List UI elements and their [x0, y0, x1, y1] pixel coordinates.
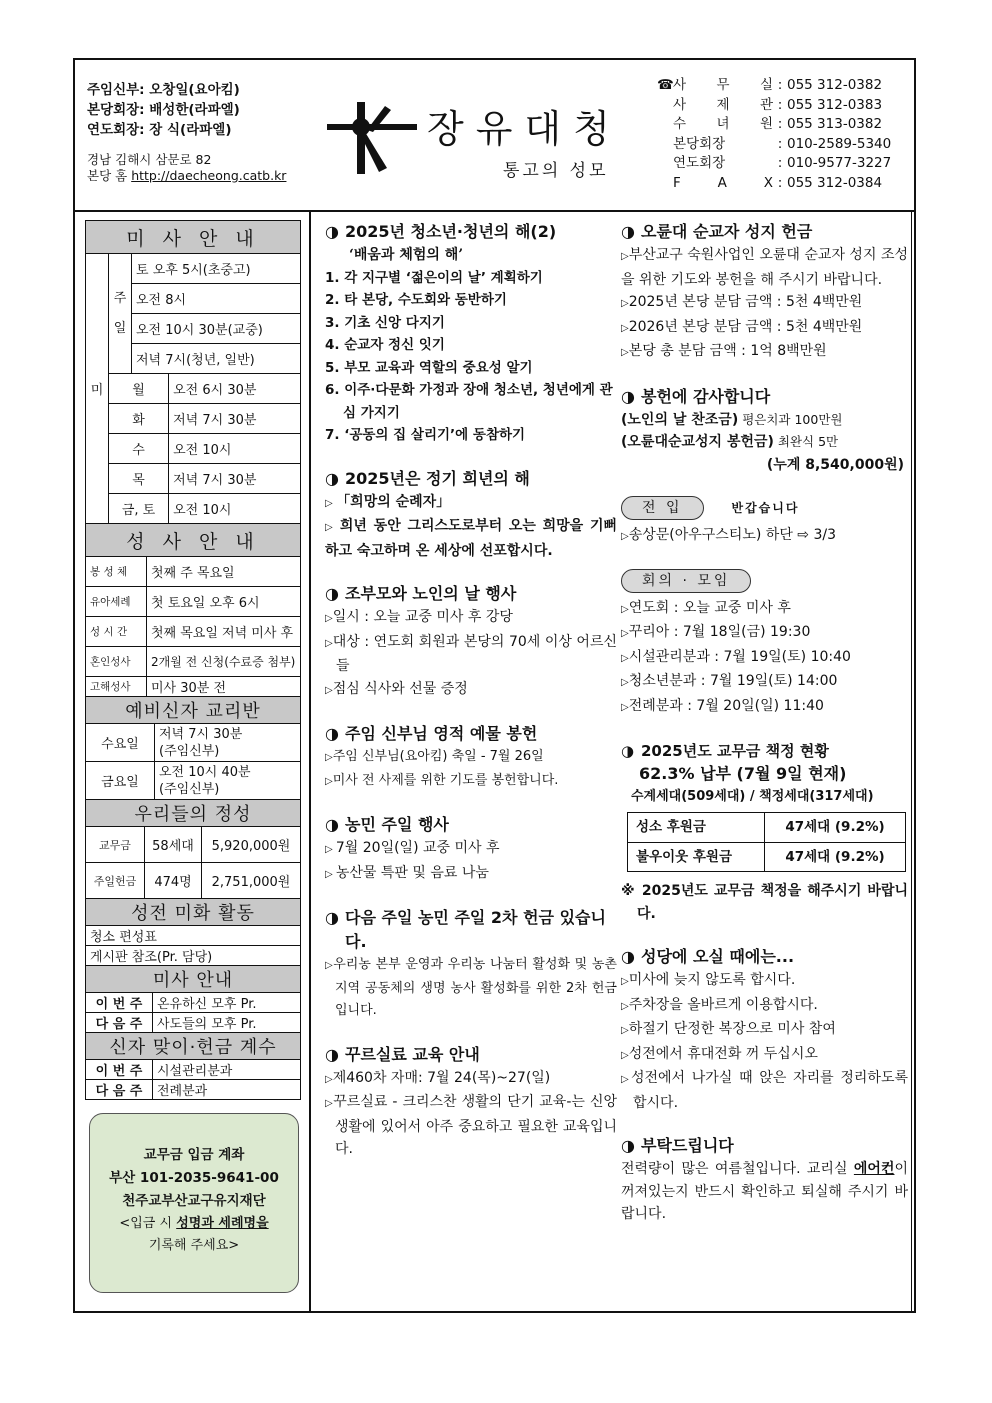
triangle-bullet-icon: ▷ — [621, 652, 629, 664]
offering-amount: 2,751,000원 — [202, 863, 301, 899]
triangle-bullet-icon: ▷ — [621, 347, 629, 358]
weekday: 월 — [109, 374, 169, 404]
weekday: 목 — [109, 464, 169, 494]
half-circle-icon: ◑ — [621, 386, 635, 406]
column-b — [621, 220, 908, 1246]
welcome-value: 전례분과 — [153, 1080, 301, 1100]
mass-time: 저녁 7시 30분 — [169, 464, 301, 494]
mass-time: 오전 8시 — [132, 284, 301, 314]
triangle-bullet-icon: ▷ — [621, 628, 629, 639]
mass-time: 오전 10시 30분(교중) — [132, 314, 301, 344]
homepage — [87, 168, 286, 184]
home-link[interactable]: http://daecheong.catb.kr — [131, 168, 287, 183]
class-day: 금요일 — [86, 762, 155, 800]
second-collection-section: ◑ 다음 주일 농민 주일 2차 헌금 있습니다. ▷우리농 본부 운영과 우리농 나눔터 활성화 및 농촌 지역 공동체의 생명 농사 활성화를 위한 2차 헌금입니다. — [325, 908, 617, 1018]
meetings-section: 회의 · 모임 ▷연도회 : 오늘 교중 미사 후 ▷꾸리아 : 7월 18일(금) 19:30 ▷시설관리분과 : 7월 19일(토) 10:40 ▷청소년분과 : 7월 19일(토) 14:00 ▷전례분과 : 7월 20일(일) 11:40 — [621, 569, 908, 720]
half-circle-icon: ◑ — [325, 815, 339, 834]
mass-time: 오전 6시 30분 — [169, 374, 301, 404]
transfer-in-section: 전 입 반갑습니다 ▷송상문(아우구스티노) 하단 ⇨ 3/3 — [621, 496, 908, 549]
request-section — [621, 1134, 908, 1226]
bank-account: 부산 101-2035-9641-00 — [109, 1170, 279, 1186]
triangle-bullet-icon: ▷ — [621, 531, 629, 542]
contact-row: 사 제 관 : 055 312-0383 — [673, 96, 883, 113]
triangle-bullet-icon: ▷ — [325, 868, 336, 880]
support-value: 47세대 (9.2%) — [765, 813, 906, 843]
contact-row: 연도회장 : 010-9577-3227 — [673, 155, 892, 171]
list-item: 5. 부모 교육과 역할의 중요성 알기 — [325, 359, 533, 376]
half-circle-icon: ◑ — [621, 947, 635, 966]
half-circle-icon: ◑ — [325, 222, 339, 241]
week-label: 다 음 주 — [86, 1013, 153, 1033]
section-title: 봉헌에 감사합니다 — [641, 386, 771, 406]
half-circle-icon: ◑ — [325, 724, 339, 743]
sacrament-time: 첫째 목요일 저녁 미사 후 — [147, 617, 301, 647]
list-item: 7. ‘공동의 집 살리기’에 동참하기 — [325, 427, 526, 443]
triangle-bullet-icon: ▷ — [621, 1000, 629, 1012]
sacrament-name: 혼인성사 — [86, 647, 147, 677]
column-divider — [309, 210, 311, 1313]
list-item: 1. 각 지구별 ‘젊은이의 날’ 계획하기 — [325, 269, 543, 286]
section-title: 부탁드립니다 — [641, 1136, 734, 1155]
section-title: 꾸르실료 교육 안내 — [345, 1044, 480, 1064]
section-title: 농민 주일 행사 — [345, 815, 449, 834]
triangle-bullet-icon: ▷ — [325, 497, 337, 509]
weekday: 수 — [109, 434, 169, 464]
sacrament-time: 2개월 전 신청(수료증 첨부) — [147, 647, 301, 677]
bank-account-box — [89, 1113, 299, 1293]
sacrament-time: 첫 토요일 오후 6시 — [147, 587, 301, 617]
welcome-value: 시설관리분과 — [153, 1060, 301, 1080]
week-label: 다 음 주 — [86, 1080, 153, 1100]
half-circle-icon: ◑ — [325, 1044, 339, 1064]
youth-list — [325, 267, 617, 447]
tithe-status-section — [621, 739, 908, 925]
bulletin-subtitle: 통고의 성모 — [503, 161, 609, 181]
triangle-bullet-icon: ▷ — [325, 684, 333, 696]
section-title: 오륜대 순교자 성지 헌금 — [641, 222, 813, 241]
triangle-bullet-icon: ▷ — [621, 1025, 629, 1036]
triangle-bullet-icon: ▷ — [325, 637, 333, 649]
mass-guide-value: 사도들의 모후 Pr. — [153, 1013, 301, 1033]
half-circle-icon: ◑ — [621, 742, 635, 760]
bank-holder: 천주교부산교구유지재단 — [122, 1193, 266, 1209]
farmers-sunday-section: ◑ 농민 주일 행사 ▷ 7월 20일(일) 교중 미사 후 ▷ 농산물 특판 및 음료 나눔 — [325, 815, 500, 881]
section-title: 다음 주일 농민 주일 2차 헌금 있습니다. — [345, 908, 606, 951]
spiritual-offering-section: ◑ 주임 신부님 영적 예물 봉헌 ▷주임 신부님(요아킴) 축일 - 7월 26일 ▷미사 전 사제를 위한 기도를 봉헌합니다. — [325, 724, 559, 788]
mass-schedule-table — [85, 220, 301, 557]
half-circle-icon: ◑ — [325, 584, 339, 603]
class-day: 수요일 — [86, 724, 155, 762]
triangle-bullet-icon: ▷ — [621, 298, 629, 309]
mass-time: 저녁 7시(청년, 일반) — [132, 344, 301, 374]
support-table — [627, 812, 906, 872]
sacrament-name: 성 시 간 — [86, 617, 147, 647]
class-time: 저녁 7시 30분 (주임신부) — [155, 724, 301, 762]
mass-time: 토 오후 5시(초중고) — [132, 254, 301, 284]
contact-row: 수 녀 원 : 055 313-0382 — [673, 116, 883, 132]
triangle-bullet-icon: ▷ — [325, 752, 333, 763]
section-subtitle: ‘배움과 체험의 해’ — [349, 247, 464, 263]
support-type: 불우이웃 후원금 — [628, 842, 765, 872]
etiquette-section: ◑ 성당에 오실 때에는... ▷미사에 늦지 않도록 합시다. ▷주차장을 올바르게 이용합시다. ▷하절기 단정한 복장으로 미사 참여 ▷성전에서 휴대전화 꺼 두십시오 ▷성전에서 나가실 때 앉은 자리를 정리하도록 합시다. — [621, 947, 908, 1111]
triangle-bullet-icon: ▷ — [621, 701, 629, 713]
half-circle-icon: ◑ — [621, 222, 635, 241]
phone-icon: ☎ — [657, 77, 674, 93]
section-title: 주임 신부님 영적 예물 봉헌 — [345, 724, 538, 743]
youth-year-section — [325, 220, 617, 447]
section-title: 2025년은 정기 희년의 해 — [345, 468, 530, 488]
section-title: 성당에 오실 때에는... — [641, 947, 795, 966]
triangle-bullet-icon: ▷ — [325, 1073, 333, 1085]
tithe-note: ※ 2025년도 교무금 책정을 해주시기 바랍니다. — [621, 883, 908, 922]
triangle-bullet-icon: ▷ — [325, 775, 333, 787]
altar-title: 성전 미화 활동 — [86, 899, 301, 926]
offering-title: 우리들의 정성 — [86, 800, 301, 827]
contact-row: F A X : 055 312-0384 — [673, 174, 883, 191]
section-title: 2025년 청소년·청년의 해(2) — [345, 222, 557, 241]
list-item: 6. 이주·다문화 가정과 장애 청소년, 청년에게 관심 가지기 — [325, 382, 613, 421]
list-item: 4. 순교자 정신 잇기 — [325, 337, 445, 353]
thanks-section: ◑ 봉헌에 감사합니다 (노인의 날 찬조금) 평은치과 100만원 (오륜대순교성지 봉헌금) 최완식 5만 (누계 8,540,000원) — [621, 385, 908, 477]
triangle-bullet-icon: ▷ — [325, 522, 340, 533]
sunday-label: 주 일 — [109, 254, 132, 374]
triangle-bullet-icon: ▷ — [621, 322, 629, 334]
weekday: 금, 토 — [109, 494, 169, 524]
bank-note: 기록해 주세요> — [148, 1238, 240, 1253]
request-text: 전력량이 많은 여름철입니다. 교리실 에어컨이 꺼져있는지 반드시 확인하고 퇴실해 주시기 바랍니다. — [621, 1161, 908, 1222]
catechumen-table — [85, 723, 301, 827]
offering-table — [85, 826, 301, 993]
triangle-bullet-icon: ▷ — [325, 613, 333, 624]
mass-title: 미 사 안 내 — [86, 221, 301, 254]
list-item: 2. 타 본당, 수도회와 동반하기 — [325, 292, 507, 308]
class-time: 오전 10시 40분 (주임신부) — [155, 762, 301, 800]
bank-title: 교무금 입금 계좌 — [143, 1147, 245, 1163]
bulletin-title: 장유대청 — [427, 107, 622, 151]
cursillo-section: ◑ 꾸르실료 교육 안내 ▷제460차 자매: 7월 24(목)~27(일) ▷꾸르실료 - 크리스찬 생활의 단기 교육-는 신앙생활에 있어서 아주 중요하고 필요한 교육입니다. — [325, 1044, 617, 1157]
section-pill: 회의 · 모임 — [621, 569, 751, 593]
offering-count: 474명 — [145, 863, 202, 899]
triangle-bullet-icon: ▷ — [621, 603, 629, 615]
bulletin-frame — [73, 58, 916, 1313]
pastor: 주임신부: 오창일(요아킴) — [87, 82, 240, 98]
section-title: 조부모와 노인의 날 행사 — [345, 584, 517, 603]
triangle-bullet-icon: ▷ — [325, 844, 336, 855]
contact-row: ☎ 사 무 실 : 055 312-0382 — [657, 76, 891, 96]
cross-logo-icon — [327, 98, 417, 176]
sacrament-time: 미사 30분 전 — [147, 677, 301, 697]
martyrs-shrine-section: ◑ 오륜대 순교자 성지 헌금 ▷부산교구 숙원사업인 오륜대 순교자 성지 조성을 위한 기도와 봉헌을 해 주시기 바랍니다. ▷2025년 본당 분담 금액 : 5천 4백만원 ▷2026년 본당 분담 금액 : 5천 4백만원 ▷본당 총 분담 금액 : 1억 8백만원 — [621, 222, 908, 359]
welcome-title: 신자 맞이·헌금 계수 — [86, 1033, 301, 1060]
week-label: 이 번 주 — [86, 1060, 153, 1080]
sacrament-table — [85, 556, 301, 724]
sidebar — [85, 220, 301, 1100]
jubilee-section: ◑ 2025년은 정기 희년의 해 ▷ 「희망의 순례자」 ▷ 희년 동안 그리스도로부터 오는 희망을 기뻐하고 숙고하며 온 세상에 선포합시다. — [325, 468, 617, 559]
offering-amount: 5,920,000원 — [202, 827, 301, 863]
mass-time: 저녁 7시 30분 — [169, 404, 301, 434]
half-circle-icon: ◑ — [325, 468, 339, 488]
offering-count: 58세대 — [145, 827, 202, 863]
mass-time: 오전 10시 — [169, 494, 301, 524]
sacrament-name: 유아세례 — [86, 587, 147, 617]
half-circle-icon: ◑ — [325, 908, 339, 927]
header — [75, 60, 914, 212]
elderly-day-section: ◑ 조부모와 노인의 날 행사 ▷일시 : 오늘 교중 미사 후 강당 ▷대상 : 연도회 회원과 본당의 70세 이상 어르신들 ▷점심 식사와 선물 증정 — [325, 584, 617, 697]
mass-time: 오전 10시 — [169, 434, 301, 464]
altar-item: 청소 편성표 — [86, 926, 301, 946]
sacrament-title: 성 사 안 내 — [86, 524, 301, 557]
list-item: 3. 기초 신앙 다지기 — [325, 314, 445, 331]
section-title: 2025년도 교무금 책정 현황 — [641, 742, 829, 760]
contact-list — [657, 76, 891, 193]
contact-row: 본당회장 : 010-2589-5340 — [673, 135, 892, 152]
column-divider — [911, 210, 912, 1313]
household-count: 수계세대(509세대) / 책정세대(317세대) — [631, 788, 874, 804]
header-staff — [87, 80, 286, 184]
altar-item: 게시판 참조(Pr. 담당) — [86, 946, 301, 966]
federation-president: 연도회장: 장 식(라파엘) — [87, 122, 232, 138]
address: 경남 김해시 삼문로 82 — [87, 152, 212, 167]
support-value: 47세대 (9.2%) — [765, 842, 906, 872]
parish-president: 본당회장: 배성한(라파엘) — [87, 102, 240, 118]
catechumen-title: 예비신자 교리반 — [86, 697, 301, 724]
triangle-bullet-icon: ▷ — [621, 251, 629, 262]
mass-guide-value: 온유하신 모후 Pr. — [153, 993, 301, 1013]
offering-type: 교무금 — [86, 827, 145, 863]
triangle-bullet-icon: ▷ — [621, 1049, 629, 1061]
weekday: 화 — [109, 404, 169, 434]
sacrament-name: 고해성사 — [86, 677, 147, 697]
offering-type: 주일헌금 — [86, 863, 145, 899]
triangle-bullet-icon: ▷ — [621, 677, 629, 688]
week-label: 이 번 주 — [86, 993, 153, 1013]
section-pill: 전 입 — [621, 496, 704, 520]
bank-note: <입금 시 성명과 세례명을 — [119, 1216, 269, 1231]
home-label: 본당 홈 — [87, 168, 128, 183]
triangle-bullet-icon: ▷ — [325, 1098, 334, 1109]
column-a — [325, 220, 617, 1181]
welcome-text: 반갑습니다 — [731, 501, 800, 515]
mass-guide-table — [85, 992, 301, 1100]
sacrament-name: 봉 성 체 — [86, 557, 147, 587]
triangle-bullet-icon: ▷ — [621, 1074, 631, 1085]
half-circle-icon: ◑ — [621, 1136, 635, 1155]
payment-rate: 62.3% 납부 (7월 9일 현재) — [639, 764, 847, 783]
cumulative-total: (누계 8,540,000원) — [766, 456, 904, 473]
mass-guide-title: 미사 안내 — [86, 966, 301, 993]
mi-label: 미 — [86, 254, 109, 524]
triangle-bullet-icon: ▷ — [621, 976, 629, 987]
sacrament-time: 첫째 주 목요일 — [147, 557, 301, 587]
triangle-bullet-icon: ▷ — [325, 960, 334, 971]
support-type: 성소 후원금 — [628, 813, 765, 843]
